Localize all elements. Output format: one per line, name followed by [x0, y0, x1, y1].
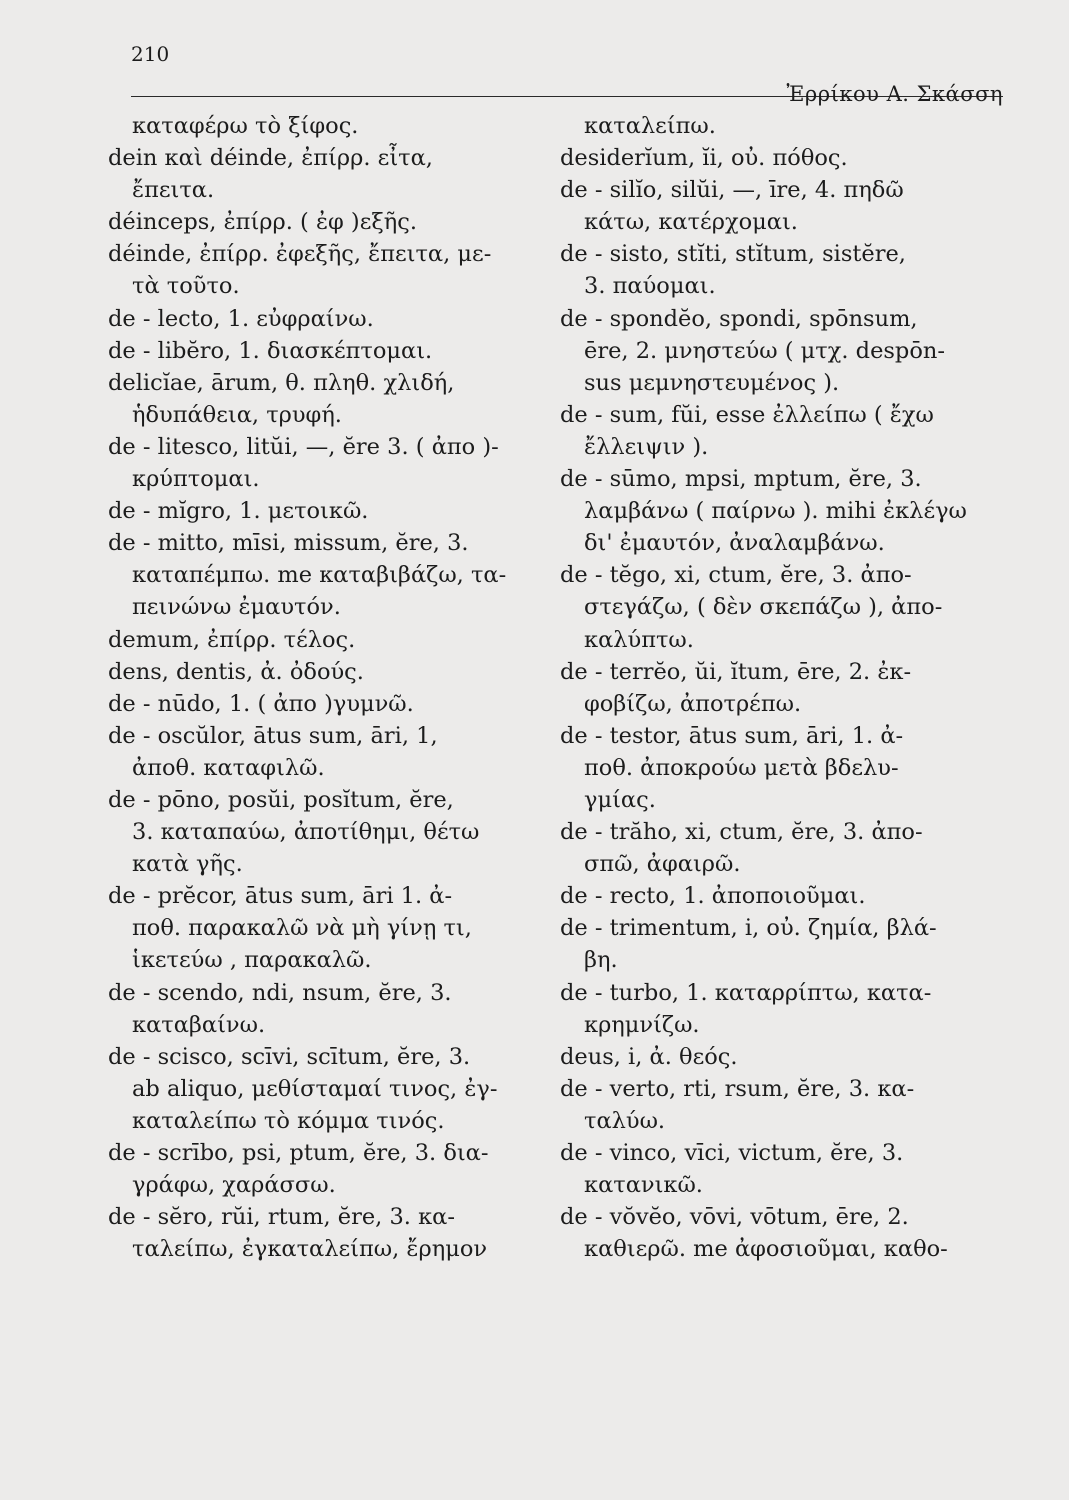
entry-line: τὰ τοῦτο. [132, 273, 240, 300]
entry-line: 3. καταπαύω, ἀποτίθημι, θέτω [132, 819, 480, 846]
entry-line: de - terrĕo, ŭi, ĭtum, ēre, 2. ἐκ- [560, 658, 912, 685]
entry-line: de - recto, 1. ἀποποιοῦμαι. [560, 883, 866, 910]
entry-line: ab aliquo, μεθίσταμαί τινος, ἐγ- [132, 1075, 498, 1102]
entry-line: de - trimentum, i, οὐ. ζημία, βλά- [560, 915, 937, 942]
entry-line: de - turbo, 1. καταρρίπτω, κατα- [560, 979, 932, 1006]
entry-line: de - prĕcor, ātus sum, āri 1. ἀ- [108, 883, 453, 910]
entry-line: de - silĭo, silŭi, —, īre, 4. πηδῶ [560, 177, 904, 204]
entry-line: ἀποθ. καταφιλῶ. [132, 754, 325, 781]
entry-line: de - libĕro, 1. διασκέπτομαι. [108, 337, 433, 364]
entry-line: ταλείπω, ἐγκαταλείπω, ἔρημον [132, 1236, 488, 1263]
entry-line: de - litesco, litŭi, —, ĕre 3. ( ἀπο )- [108, 433, 499, 460]
entry-line: de - pōno, posŭi, posĭtum, ĕre, [108, 786, 454, 813]
entry-line: desiderĭum, ĭi, οὐ. πόθος. [560, 145, 848, 172]
entry-line: de - sisto, stĭti, stĭtum, sistĕre, [560, 241, 906, 268]
entry-line: dein καὶ déinde, ἐπίρρ. εἶτα, [108, 145, 433, 172]
entry-line: de - scrībo, psi, ptum, ĕre, 3. δια- [108, 1140, 489, 1166]
entry-line: φοβίζω, ἀποτρέπω. [584, 690, 802, 717]
entry-line: de - mitto, mīsi, missum, ĕre, 3. [108, 530, 469, 557]
entry-line: demum, ἐπίρρ. τέλος. [108, 626, 356, 653]
entry-line: de - spondĕo, spondi, spōnsum, [560, 305, 918, 332]
entry-line: ταλύω. [584, 1107, 666, 1134]
entry-line: sus μεμνηστευμένος ). [584, 369, 840, 396]
entry-line: de - oscŭlor, ātus sum, āri, 1, [108, 722, 438, 749]
entry-line: delicĭae, ārum, θ. πληθ. χλιδή, [108, 369, 455, 396]
entry-line: de - vŏvĕo, vōvi, vōtum, ēre, 2. [560, 1204, 909, 1231]
entry-line: ἔλλειψιν ). [584, 433, 709, 460]
entry-line: de - tĕgo, xi, ctum, ĕre, 3. ἀπο- [560, 562, 912, 589]
left-column [108, 110, 548, 1265]
entry-line: πεινώνω ἐμαυτόν. [132, 594, 341, 621]
entry-line: de - sum, fŭi, esse ἐλλείπω ( ἔχω [560, 401, 934, 428]
entry-line: δι' ἐμαυτόν, ἀναλαμβάνω. [584, 530, 885, 557]
entry-line: ἡδυπάθεια, τρυφή. [132, 401, 342, 428]
entry-line: 3. παύομαι. [584, 273, 716, 300]
entry-line: de - verto, rti, rsum, ĕre, 3. κα- [560, 1075, 915, 1102]
entry-line: καθιερῶ. me ἀφοσιοῦμαι, καθο- [584, 1236, 948, 1263]
entry-line: de - scisco, scīvi, scītum, ĕre, 3. [108, 1043, 471, 1070]
entry-line: καταβαίνω. [132, 1011, 266, 1038]
entry-line: λαμβάνω ( παίρνω ). mihi ἐκλέγω [584, 498, 967, 525]
entry-line: de - trăho, xi, ctum, ĕre, 3. ἀπο- [560, 819, 923, 846]
entry-line: de - sūmo, mpsi, mptum, ĕre, 3. [560, 466, 922, 493]
entry-line: γμίας. [584, 786, 656, 813]
entry-line: καταλείπω τὸ κόμμα τινός. [132, 1107, 445, 1134]
entry-line: καλύπτω. [584, 626, 694, 653]
entry-line: κρημνίζω. [584, 1011, 700, 1038]
entry-line: de - vinco, vīci, victum, ĕre, 3. [560, 1140, 904, 1166]
entry-line: de - nūdo, 1. ( ἀπο )γυμνῶ. [108, 690, 414, 717]
entry-line: σπῶ, ἀφαιρῶ. [584, 851, 741, 878]
entry-line: κατὰ γῆς. [132, 851, 243, 878]
entry-line: στεγάζω, ( δὲν σκεπάζω ), ἀπο- [584, 594, 943, 621]
entry-line: déinceps, ἐπίρρ. ( ἐφ )εξῆς. [108, 209, 417, 236]
entry-line: de - scendo, ndi, nsum, ĕre, 3. [108, 979, 452, 1006]
entry-line: de - sĕro, rŭi, rtum, ĕre, 3. κα- [108, 1204, 455, 1231]
entry-line: καταφέρω τὸ ξίφος. [132, 113, 359, 139]
running-head: Ἐρρίκου Α. Σκάσση [786, 82, 1003, 106]
entry-line: ēre, 2. μνηστεύω ( μτχ. despōn- [584, 337, 945, 364]
entry-line: de - lecto, 1. εὐφραίνω. [108, 305, 374, 332]
entry-line: ἱκετεύω , παρακαλῶ. [132, 947, 372, 974]
entry-line: ἔπειτα. [132, 177, 215, 204]
entry-line: κάτω, κατέρχομαι. [584, 209, 798, 236]
entry-line: κρύπτομαι. [132, 466, 260, 493]
entry-line: de - testor, ātus sum, āri, 1. ἀ- [560, 722, 904, 749]
entry-line: de - mĭgro, 1. μετοικῶ. [108, 498, 369, 525]
entry-line: ποθ. ἀποκρούω μετὰ βδελυ- [584, 754, 899, 781]
entry-line: déinde, ἐπίρρ. ἐφεξῆς, ἔπειτα, με- [108, 241, 492, 268]
entry-line: ποθ. παρακαλῶ νὰ μὴ γίνῃ τι, [132, 915, 472, 942]
entry-line: γράφω, χαράσσω. [132, 1172, 336, 1199]
right-column [560, 110, 1007, 1265]
entry-line: καταλείπω. [584, 113, 716, 139]
entry-line: deus, i, ἀ. θεός. [560, 1043, 738, 1070]
entry-line: κατανικῶ. [584, 1172, 703, 1199]
page-number: 210 [131, 42, 170, 66]
page-header [131, 38, 1003, 106]
entry-line: dens, dentis, ἀ. ὀδούς. [108, 658, 364, 685]
entry-line: καταπέμπω. me καταβιβάζω, τα- [132, 562, 507, 589]
entry-line: βη. [584, 947, 618, 974]
